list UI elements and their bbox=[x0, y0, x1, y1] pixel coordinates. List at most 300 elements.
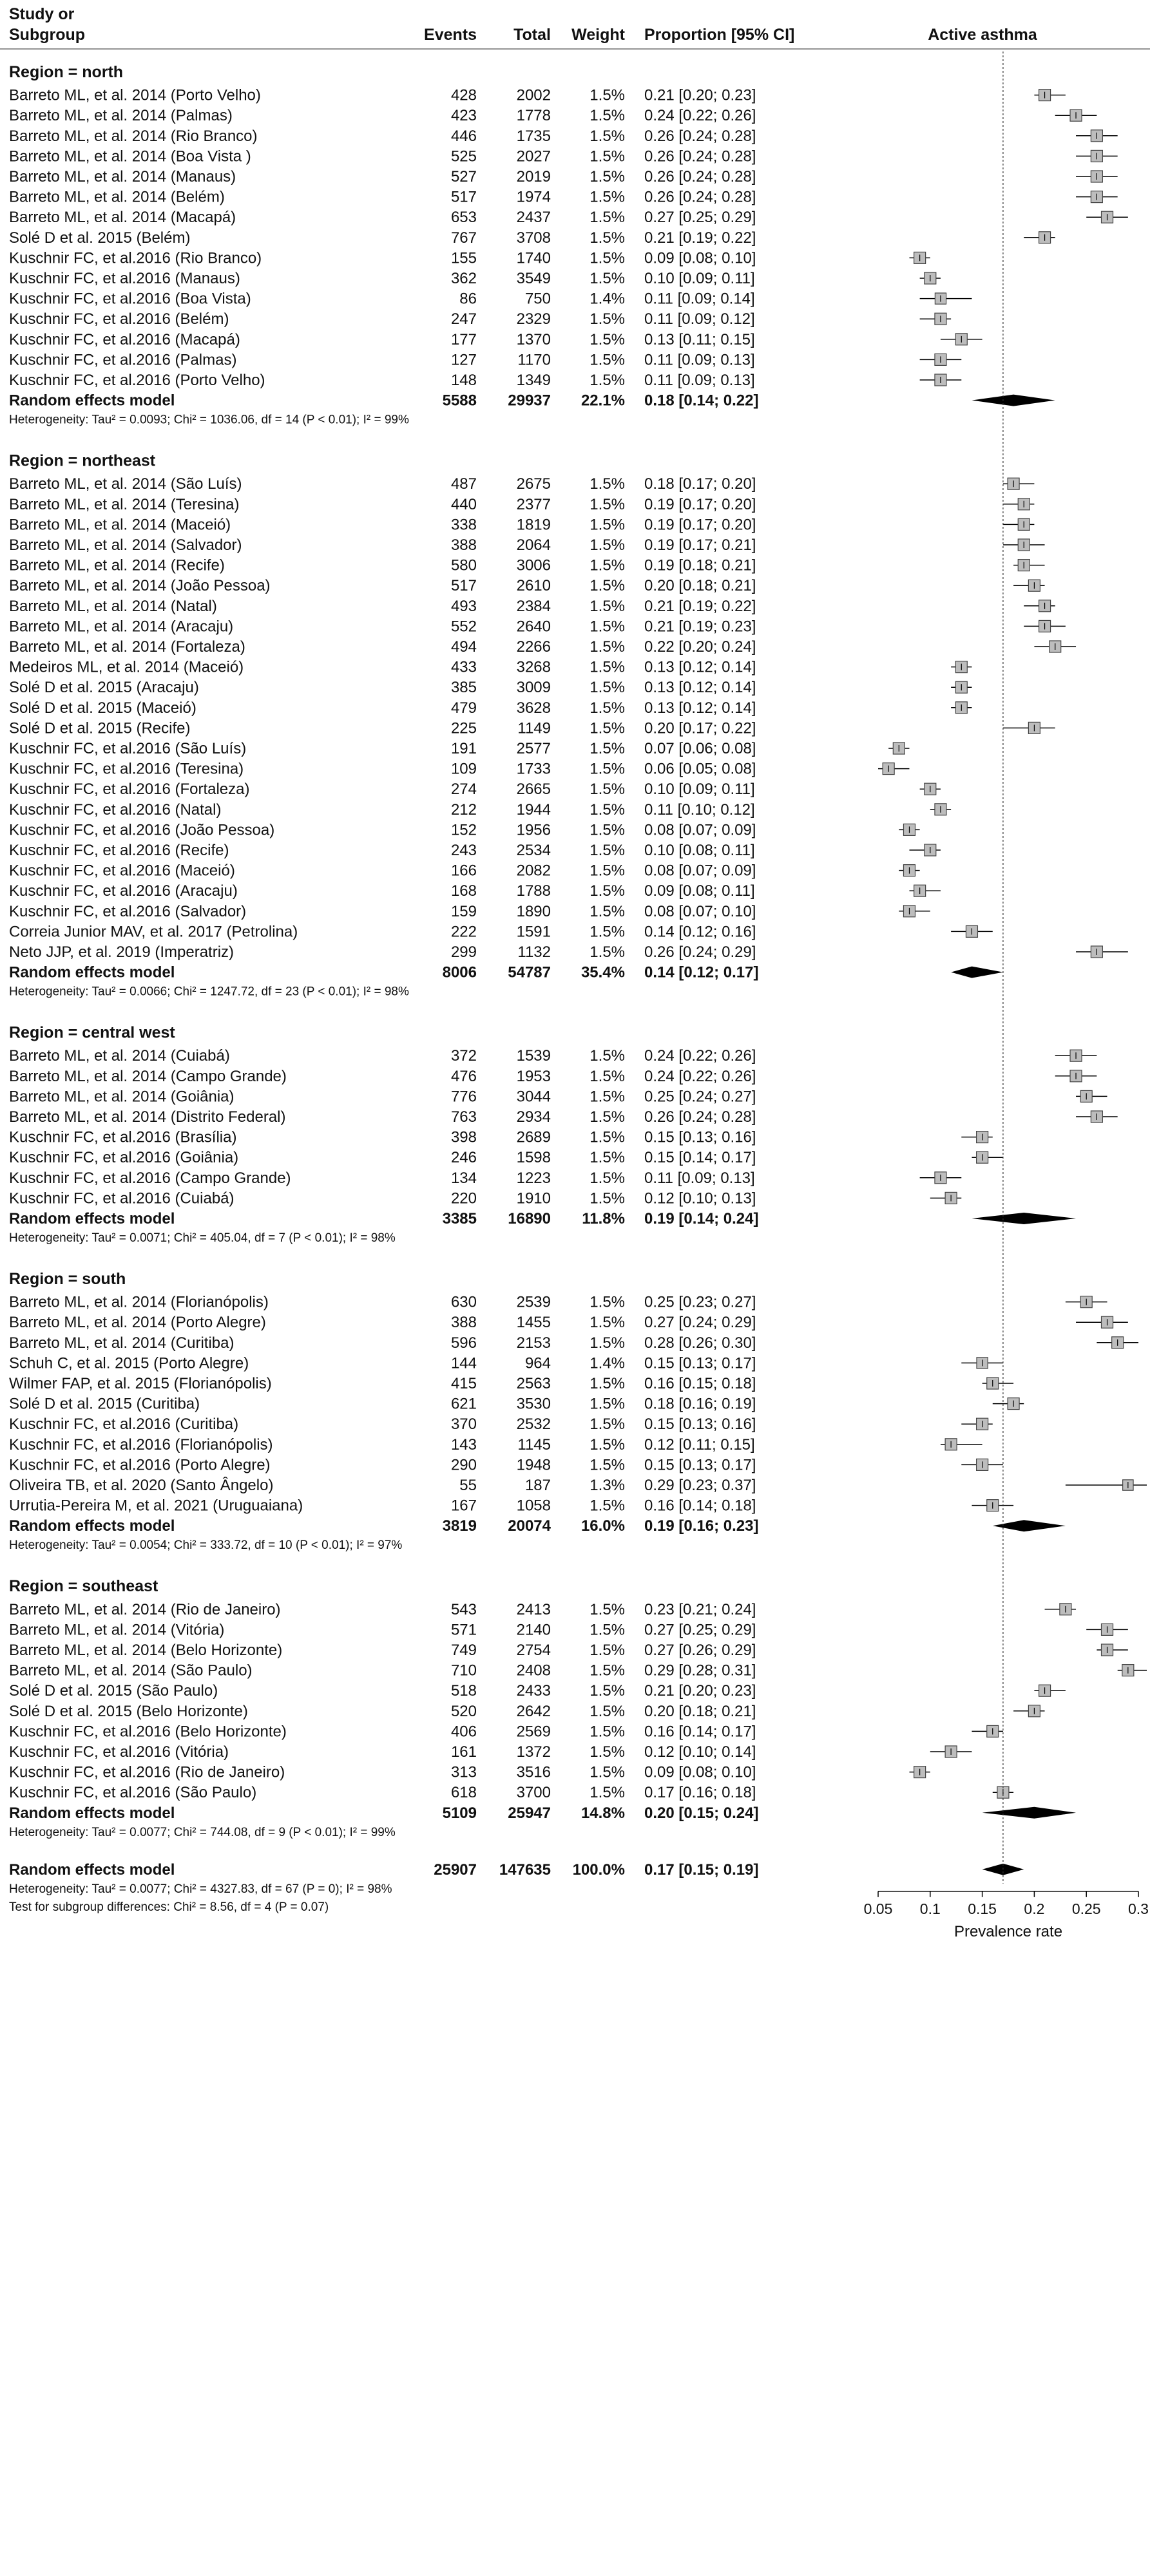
pooled-label: Random effects model bbox=[9, 1804, 175, 1822]
events-value: 494 bbox=[450, 638, 477, 656]
study-name: Barreto ML, et al. 2014 (Florianópolis) bbox=[9, 1293, 269, 1311]
study-name: Barreto ML, et al. 2014 (São Paulo) bbox=[9, 1662, 253, 1680]
proportion-ci-value: 0.27 [0.26; 0.29] bbox=[644, 1642, 756, 1659]
total-value: 1370 bbox=[516, 330, 551, 348]
proportion-ci-value: 0.16 [0.15; 0.18] bbox=[644, 1375, 756, 1392]
events-value: 290 bbox=[450, 1456, 477, 1474]
weight-value: 1.5% bbox=[589, 760, 625, 778]
proportion-ci-value: 0.08 [0.07; 0.09] bbox=[644, 862, 756, 880]
events-value: 225 bbox=[450, 719, 477, 737]
events-value: 167 bbox=[450, 1497, 477, 1515]
study-name: Barreto ML, et al. 2014 (João Pessoa) bbox=[9, 577, 271, 595]
study-name: Kuschnir FC, et al.2016 (Palmas) bbox=[9, 351, 237, 369]
weight-value: 1.5% bbox=[589, 658, 625, 676]
events-value: 168 bbox=[450, 882, 477, 900]
study-name: Barreto ML, et al. 2014 (Maceió) bbox=[9, 516, 231, 534]
events-value: 428 bbox=[450, 86, 477, 104]
events-value: 155 bbox=[450, 249, 477, 267]
proportion-ci-value: 0.15 [0.13; 0.17] bbox=[644, 1354, 756, 1372]
weight-value: 1.5% bbox=[589, 1763, 625, 1781]
proportion-ci-value: 0.23 [0.21; 0.24] bbox=[644, 1600, 756, 1618]
proportion-ci-value: 0.11 [0.09; 0.13] bbox=[644, 372, 755, 389]
subgroup-pooled-diamond bbox=[972, 1213, 1076, 1224]
weight-value: 1.5% bbox=[589, 310, 625, 328]
study-name: Barreto ML, et al. 2014 (Cuiabá) bbox=[9, 1047, 230, 1065]
proportion-ci-value: 0.08 [0.07; 0.09] bbox=[644, 821, 756, 839]
table-header bbox=[9, 5, 1038, 44]
events-value: 143 bbox=[450, 1435, 477, 1454]
weight-value: 1.5% bbox=[589, 740, 625, 757]
weight-value: 14.8% bbox=[580, 1804, 625, 1822]
study-name: Oliveira TB, et al. 2020 (Santo Ângelo) bbox=[9, 1477, 274, 1494]
total-value: 2408 bbox=[516, 1662, 551, 1680]
study-name: Schuh C, et al. 2015 (Porto Alegre) bbox=[9, 1354, 249, 1372]
proportion-ci-value: 0.21 [0.19; 0.23] bbox=[644, 618, 756, 636]
events-value: 710 bbox=[450, 1662, 477, 1680]
events-value: 776 bbox=[450, 1088, 477, 1106]
study-name: Barreto ML, et al. 2014 (Manaus) bbox=[9, 168, 236, 185]
events-value: 552 bbox=[450, 618, 477, 636]
study-name: Neto JJP, et al. 2019 (Imperatriz) bbox=[9, 943, 235, 961]
events-value: 433 bbox=[450, 658, 477, 676]
total-value: 1778 bbox=[516, 107, 551, 125]
events-value: 86 bbox=[459, 290, 477, 308]
total-value: 1223 bbox=[516, 1169, 551, 1187]
weight-value: 100.0% bbox=[572, 1861, 625, 1879]
total-value: 3700 bbox=[516, 1784, 551, 1802]
events-value: 518 bbox=[450, 1682, 477, 1700]
header-study-line1: Study or bbox=[9, 5, 75, 23]
study-name: Medeiros ML, et al. 2014 (Maceió) bbox=[9, 658, 244, 676]
study-name: Solé D et al. 2015 (Recife) bbox=[9, 719, 191, 737]
study-name: Barreto ML, et al. 2014 (Belo Horizonte) bbox=[9, 1642, 283, 1659]
study-name: Barreto ML, et al. 2014 (Fortaleza) bbox=[9, 638, 245, 656]
weight-value: 1.5% bbox=[589, 699, 625, 717]
proportion-ci-value: 0.26 [0.24; 0.28] bbox=[644, 1108, 756, 1126]
proportion-ci-value: 0.11 [0.10; 0.12] bbox=[644, 800, 755, 819]
total-value: 3530 bbox=[516, 1395, 551, 1413]
total-value: 1132 bbox=[517, 943, 551, 961]
subgroup-pooled-diamond bbox=[972, 395, 1055, 406]
weight-value: 1.5% bbox=[589, 536, 625, 554]
total-value: 2532 bbox=[516, 1416, 551, 1434]
proportion-ci-value: 0.12 [0.11; 0.15] bbox=[644, 1435, 755, 1454]
weight-value: 1.5% bbox=[589, 1067, 625, 1085]
total-value: 3009 bbox=[516, 679, 551, 697]
total-value: 1149 bbox=[517, 719, 551, 737]
weight-value: 1.5% bbox=[589, 516, 625, 534]
total-value: 16890 bbox=[508, 1210, 551, 1227]
proportion-ci-value: 0.11 [0.09; 0.13] bbox=[644, 1169, 755, 1187]
proportion-ci-value: 0.20 [0.18; 0.21] bbox=[644, 577, 756, 595]
header-weight: Weight bbox=[571, 26, 625, 44]
study-name: Barreto ML, et al. 2014 (Teresina) bbox=[9, 495, 240, 513]
events-value: 493 bbox=[450, 597, 477, 615]
events-value: 527 bbox=[450, 168, 477, 185]
total-value: 2577 bbox=[516, 740, 551, 757]
weight-value: 1.4% bbox=[589, 290, 625, 308]
study-name: Barreto ML, et al. 2014 (Palmas) bbox=[9, 107, 233, 125]
proportion-ci-value: 0.24 [0.22; 0.26] bbox=[644, 107, 756, 125]
study-name: Kuschnir FC, et al.2016 (São Paulo) bbox=[9, 1784, 257, 1802]
total-value: 187 bbox=[524, 1477, 551, 1494]
proportion-ci-value: 0.24 [0.22; 0.26] bbox=[644, 1047, 756, 1065]
weight-value: 11.8% bbox=[582, 1210, 625, 1227]
study-name: Barreto ML, et al. 2014 (Natal) bbox=[9, 597, 217, 615]
proportion-ci-value: 0.19 [0.14; 0.24] bbox=[644, 1210, 759, 1227]
weight-value: 1.5% bbox=[589, 1088, 625, 1106]
study-name: Kuschnir FC, et al.2016 (Curitiba) bbox=[9, 1416, 239, 1434]
weight-value: 1.5% bbox=[589, 270, 625, 287]
total-value: 1058 bbox=[516, 1497, 551, 1515]
proportion-ci-value: 0.29 [0.28; 0.31] bbox=[644, 1662, 756, 1680]
proportion-ci-value: 0.17 [0.15; 0.19] bbox=[644, 1861, 759, 1879]
subgroup-pooled-diamond bbox=[993, 1520, 1066, 1531]
total-value: 964 bbox=[524, 1354, 551, 1372]
events-value: 3385 bbox=[442, 1210, 477, 1227]
total-value: 54787 bbox=[508, 963, 551, 981]
proportion-ci-value: 0.13 [0.11; 0.15] bbox=[644, 330, 755, 348]
events-value: 618 bbox=[450, 1784, 477, 1802]
study-name: Urrutia-Pereira M, et al. 2021 (Uruguaiana) bbox=[9, 1497, 303, 1515]
total-value: 1145 bbox=[517, 1435, 551, 1454]
weight-value: 35.4% bbox=[580, 963, 625, 981]
total-value: 2534 bbox=[516, 842, 551, 859]
events-value: 222 bbox=[450, 923, 477, 941]
total-value: 2266 bbox=[516, 638, 551, 656]
total-value: 2934 bbox=[516, 1108, 551, 1126]
study-name: Solé D et al. 2015 (Curitiba) bbox=[9, 1395, 200, 1413]
weight-value: 1.5% bbox=[589, 1128, 625, 1146]
total-value: 2610 bbox=[516, 577, 551, 595]
weight-value: 1.5% bbox=[589, 1047, 625, 1065]
proportion-ci-value: 0.15 [0.13; 0.16] bbox=[644, 1128, 756, 1146]
subgroup-label: Region = central west bbox=[9, 1023, 175, 1042]
total-value: 2665 bbox=[516, 781, 551, 799]
total-value: 1956 bbox=[516, 821, 551, 839]
weight-value: 1.5% bbox=[589, 1662, 625, 1680]
study-name: Kuschnir FC, et al.2016 (Campo Grande) bbox=[9, 1169, 291, 1187]
total-value: 1735 bbox=[516, 127, 551, 145]
total-value: 1598 bbox=[516, 1149, 551, 1167]
subgroup-pooled-diamond bbox=[951, 967, 1003, 978]
total-value: 2640 bbox=[516, 618, 551, 636]
weight-value: 1.5% bbox=[589, 1642, 625, 1659]
total-value: 2675 bbox=[516, 475, 551, 493]
events-value: 398 bbox=[450, 1128, 477, 1146]
weight-value: 1.5% bbox=[589, 1435, 625, 1454]
study-name: Kuschnir FC, et al.2016 (Florianópolis) bbox=[9, 1435, 273, 1454]
total-value: 1733 bbox=[516, 760, 551, 778]
weight-value: 1.5% bbox=[589, 679, 625, 697]
total-value: 147635 bbox=[499, 1861, 551, 1879]
x-tick-label: 0.15 bbox=[968, 1900, 997, 1917]
proportion-ci-value: 0.15 [0.14; 0.17] bbox=[644, 1149, 756, 1167]
pooled-label: Random effects model bbox=[9, 963, 175, 981]
proportion-ci-value: 0.29 [0.23; 0.37] bbox=[644, 1477, 756, 1494]
total-value: 3628 bbox=[516, 699, 551, 717]
weight-value: 1.5% bbox=[589, 638, 625, 656]
proportion-ci-value: 0.28 [0.26; 0.30] bbox=[644, 1334, 756, 1352]
proportion-ci-value: 0.19 [0.17; 0.21] bbox=[644, 536, 756, 554]
events-value: 177 bbox=[450, 330, 477, 348]
x-tick-label: 0.3 bbox=[1128, 1900, 1149, 1917]
events-value: 406 bbox=[450, 1723, 477, 1741]
study-name: Barreto ML, et al. 2014 (Aracaju) bbox=[9, 618, 234, 636]
proportion-ci-value: 0.26 [0.24; 0.28] bbox=[644, 147, 756, 166]
weight-value: 1.5% bbox=[589, 330, 625, 348]
total-value: 2377 bbox=[516, 495, 551, 513]
study-name: Solé D et al. 2015 (São Paulo) bbox=[9, 1682, 218, 1700]
total-value: 20074 bbox=[508, 1517, 551, 1535]
weight-value: 1.5% bbox=[589, 1149, 625, 1167]
header-study-line2: Subgroup bbox=[9, 26, 86, 44]
proportion-ci-value: 0.06 [0.05; 0.08] bbox=[644, 760, 756, 778]
events-value: 517 bbox=[450, 577, 477, 595]
study-name: Kuschnir FC, et al.2016 (Manaus) bbox=[9, 270, 240, 287]
events-value: 388 bbox=[450, 536, 477, 554]
events-value: 152 bbox=[450, 821, 477, 839]
events-value: 423 bbox=[450, 107, 477, 125]
events-value: 621 bbox=[450, 1395, 477, 1413]
proportion-ci-value: 0.18 [0.17; 0.20] bbox=[644, 475, 756, 493]
plot-layer bbox=[878, 52, 1147, 1884]
weight-value: 1.5% bbox=[589, 1723, 625, 1741]
total-value: 1349 bbox=[516, 372, 551, 389]
study-name: Kuschnir FC, et al.2016 (Fortaleza) bbox=[9, 781, 250, 799]
total-value: 25947 bbox=[508, 1804, 551, 1822]
events-value: 299 bbox=[450, 943, 477, 961]
proportion-ci-value: 0.26 [0.24; 0.29] bbox=[644, 943, 756, 961]
table-rows bbox=[9, 63, 758, 1914]
weight-value: 1.5% bbox=[589, 1293, 625, 1311]
proportion-ci-value: 0.26 [0.24; 0.28] bbox=[644, 127, 756, 145]
study-name: Kuschnir FC, et al.2016 (Salvador) bbox=[9, 902, 247, 920]
x-tick-label: 0.2 bbox=[1024, 1900, 1045, 1917]
heterogeneity-text: Heterogeneity: Tau² = 0.0054; Chi² = 333.72, df = 10 (P < 0.01); I² = 97% bbox=[9, 1539, 403, 1553]
events-value: 8006 bbox=[442, 963, 477, 981]
total-value: 3006 bbox=[516, 556, 551, 574]
events-value: 313 bbox=[450, 1763, 477, 1781]
proportion-ci-value: 0.21 [0.20; 0.23] bbox=[644, 1682, 756, 1700]
events-value: 571 bbox=[450, 1621, 477, 1639]
study-name: Kuschnir FC, et al.2016 (Porto Alegre) bbox=[9, 1456, 271, 1474]
events-value: 370 bbox=[450, 1416, 477, 1434]
study-name: Kuschnir FC, et al.2016 (Cuiabá) bbox=[9, 1189, 235, 1208]
study-name: Kuschnir FC, et al.2016 (Rio de Janeiro) bbox=[9, 1763, 285, 1781]
proportion-ci-value: 0.26 [0.24; 0.28] bbox=[644, 188, 756, 206]
events-value: 5588 bbox=[442, 392, 477, 410]
weight-value: 1.5% bbox=[589, 1314, 625, 1332]
weight-value: 1.5% bbox=[589, 1375, 625, 1392]
pooled-label: Random effects model bbox=[9, 1517, 175, 1535]
study-name: Solé D et al. 2015 (Belo Horizonte) bbox=[9, 1702, 248, 1720]
study-name: Barreto ML, et al. 2014 (Porto Velho) bbox=[9, 86, 261, 104]
proportion-ci-value: 0.21 [0.19; 0.22] bbox=[644, 597, 756, 615]
total-value: 2569 bbox=[516, 1723, 551, 1741]
header-total: Total bbox=[513, 26, 551, 44]
proportion-ci-value: 0.18 [0.14; 0.22] bbox=[644, 392, 759, 410]
events-value: 134 bbox=[450, 1169, 477, 1187]
weight-value: 1.5% bbox=[589, 127, 625, 145]
total-value: 1890 bbox=[516, 902, 551, 920]
x-tick-label: 0.1 bbox=[919, 1900, 941, 1917]
proportion-ci-value: 0.25 [0.23; 0.27] bbox=[644, 1293, 756, 1311]
study-name: Kuschnir FC, et al.2016 (Goiânia) bbox=[9, 1149, 239, 1167]
total-value: 2140 bbox=[516, 1621, 551, 1639]
study-name: Barreto ML, et al. 2014 (Rio Branco) bbox=[9, 127, 258, 145]
proportion-ci-value: 0.14 [0.12; 0.16] bbox=[644, 923, 756, 941]
study-name: Kuschnir FC, et al.2016 (Brasília) bbox=[9, 1128, 237, 1146]
header-proportion: Proportion [95% CI] bbox=[644, 26, 795, 44]
heterogeneity-text: Heterogeneity: Tau² = 0.0066; Chi² = 1247.72, df = 23 (P < 0.01); I² = 98% bbox=[9, 985, 409, 999]
overall-pooled-label: Random effects model bbox=[9, 1861, 175, 1879]
total-value: 2019 bbox=[516, 168, 551, 185]
events-value: 767 bbox=[450, 229, 477, 247]
study-name: Solé D et al. 2015 (Belém) bbox=[9, 229, 191, 247]
events-value: 476 bbox=[450, 1067, 477, 1085]
weight-value: 1.5% bbox=[589, 842, 625, 859]
proportion-ci-value: 0.14 [0.12; 0.17] bbox=[644, 963, 759, 981]
weight-value: 1.5% bbox=[589, 882, 625, 900]
weight-value: 1.5% bbox=[589, 923, 625, 941]
weight-value: 1.5% bbox=[589, 249, 625, 267]
proportion-ci-value: 0.09 [0.08; 0.10] bbox=[644, 1763, 756, 1781]
proportion-ci-value: 0.27 [0.25; 0.29] bbox=[644, 1621, 756, 1639]
weight-value: 1.5% bbox=[589, 862, 625, 880]
events-value: 653 bbox=[450, 209, 477, 227]
weight-value: 1.5% bbox=[589, 1497, 625, 1515]
weight-value: 1.4% bbox=[589, 1354, 625, 1372]
weight-value: 1.5% bbox=[589, 781, 625, 799]
events-value: 479 bbox=[450, 699, 477, 717]
weight-value: 1.5% bbox=[589, 147, 625, 166]
events-value: 166 bbox=[450, 862, 477, 880]
weight-value: 1.5% bbox=[589, 1108, 625, 1126]
events-value: 446 bbox=[450, 127, 477, 145]
total-value: 2642 bbox=[516, 1702, 551, 1720]
weight-value: 1.5% bbox=[589, 1189, 625, 1208]
study-name: Kuschnir FC, et al.2016 (Porto Velho) bbox=[9, 372, 265, 389]
proportion-ci-value: 0.13 [0.12; 0.14] bbox=[644, 679, 756, 697]
proportion-ci-value: 0.11 [0.09; 0.13] bbox=[644, 351, 755, 369]
subgroup-label: Region = north bbox=[9, 63, 124, 81]
events-value: 220 bbox=[450, 1189, 477, 1208]
weight-value: 1.5% bbox=[589, 107, 625, 125]
proportion-ci-value: 0.09 [0.08; 0.10] bbox=[644, 249, 756, 267]
weight-value: 1.5% bbox=[589, 209, 625, 227]
weight-value: 1.5% bbox=[589, 618, 625, 636]
events-value: 246 bbox=[450, 1149, 477, 1167]
events-value: 525 bbox=[450, 147, 477, 166]
proportion-ci-value: 0.19 [0.17; 0.20] bbox=[644, 516, 756, 534]
subgroup-label: Region = southeast bbox=[9, 1577, 158, 1596]
study-name: Kuschnir FC, et al.2016 (Vitória) bbox=[9, 1743, 229, 1761]
study-name: Kuschnir FC, et al.2016 (São Luís) bbox=[9, 740, 247, 757]
weight-value: 1.5% bbox=[589, 229, 625, 247]
total-value: 2329 bbox=[516, 310, 551, 328]
study-name: Kuschnir FC, et al.2016 (Teresina) bbox=[9, 760, 244, 778]
events-value: 25907 bbox=[434, 1861, 477, 1879]
events-value: 159 bbox=[450, 902, 477, 920]
total-value: 2002 bbox=[516, 86, 551, 104]
total-value: 3549 bbox=[516, 270, 551, 287]
total-value: 1372 bbox=[516, 1743, 551, 1761]
events-value: 415 bbox=[450, 1375, 477, 1392]
events-value: 191 bbox=[450, 740, 477, 757]
study-name: Barreto ML, et al. 2014 (Macapá) bbox=[9, 209, 236, 227]
events-value: 388 bbox=[450, 1314, 477, 1332]
events-value: 372 bbox=[450, 1047, 477, 1065]
subgroup-test-text: Test for subgroup differences: Chi² = 8.56, df = 4 (P = 0.07) bbox=[9, 1900, 329, 1914]
proportion-ci-value: 0.12 [0.10; 0.13] bbox=[644, 1189, 756, 1208]
proportion-ci-value: 0.07 [0.06; 0.08] bbox=[644, 740, 756, 757]
x-tick-label: 0.05 bbox=[863, 1900, 893, 1917]
weight-value: 1.5% bbox=[589, 597, 625, 615]
events-value: 3819 bbox=[442, 1517, 477, 1535]
study-name: Kuschnir FC, et al.2016 (Rio Branco) bbox=[9, 249, 262, 267]
weight-value: 1.5% bbox=[589, 719, 625, 737]
weight-value: 1.5% bbox=[589, 372, 625, 389]
total-value: 1455 bbox=[516, 1314, 551, 1332]
proportion-ci-value: 0.12 [0.10; 0.14] bbox=[644, 1743, 756, 1761]
total-value: 3708 bbox=[516, 229, 551, 247]
weight-value: 1.5% bbox=[589, 168, 625, 185]
proportion-ci-value: 0.08 [0.07; 0.10] bbox=[644, 902, 756, 920]
events-value: 517 bbox=[450, 188, 477, 206]
study-name: Kuschnir FC, et al.2016 (Boa Vista) bbox=[9, 290, 251, 308]
study-name: Barreto ML, et al. 2014 (Vitória) bbox=[9, 1621, 225, 1639]
proportion-ci-value: 0.24 [0.22; 0.26] bbox=[644, 1067, 756, 1085]
study-name: Barreto ML, et al. 2014 (Rio de Janeiro) bbox=[9, 1600, 281, 1618]
proportion-ci-value: 0.19 [0.17; 0.20] bbox=[644, 495, 756, 513]
events-value: 749 bbox=[450, 1642, 477, 1659]
proportion-ci-value: 0.15 [0.13; 0.17] bbox=[644, 1456, 756, 1474]
total-value: 2064 bbox=[516, 536, 551, 554]
events-value: 630 bbox=[450, 1293, 477, 1311]
proportion-ci-value: 0.16 [0.14; 0.17] bbox=[644, 1723, 756, 1741]
study-name: Kuschnir FC, et al.2016 (Aracaju) bbox=[9, 882, 238, 900]
total-value: 1948 bbox=[516, 1456, 551, 1474]
events-value: 763 bbox=[450, 1108, 477, 1126]
events-value: 127 bbox=[450, 351, 477, 369]
proportion-ci-value: 0.13 [0.12; 0.14] bbox=[644, 658, 756, 676]
total-value: 1944 bbox=[516, 800, 551, 819]
proportion-ci-value: 0.22 [0.20; 0.24] bbox=[644, 638, 756, 656]
x-axis-label: Prevalence rate bbox=[954, 1922, 1063, 1940]
study-name: Barreto ML, et al. 2014 (Recife) bbox=[9, 556, 225, 574]
events-value: 212 bbox=[450, 800, 477, 819]
heterogeneity-text: Heterogeneity: Tau² = 0.0077; Chi² = 744.08, df = 9 (P < 0.01); I² = 99% bbox=[9, 1825, 396, 1839]
proportion-ci-value: 0.09 [0.08; 0.11] bbox=[644, 882, 755, 900]
weight-value: 1.5% bbox=[589, 188, 625, 206]
events-value: 580 bbox=[450, 556, 477, 574]
events-value: 247 bbox=[450, 310, 477, 328]
total-value: 1974 bbox=[516, 188, 551, 206]
study-name: Barreto ML, et al. 2014 (São Luís) bbox=[9, 475, 242, 493]
weight-value: 1.5% bbox=[589, 1784, 625, 1802]
total-value: 2433 bbox=[516, 1682, 551, 1700]
proportion-ci-value: 0.26 [0.24; 0.28] bbox=[644, 168, 756, 185]
weight-value: 1.5% bbox=[589, 577, 625, 595]
weight-value: 1.5% bbox=[589, 821, 625, 839]
study-name: Solé D et al. 2015 (Maceió) bbox=[9, 699, 196, 717]
total-value: 3516 bbox=[516, 1763, 551, 1781]
total-value: 2384 bbox=[516, 597, 551, 615]
weight-value: 1.5% bbox=[589, 86, 625, 104]
events-value: 596 bbox=[450, 1334, 477, 1352]
study-name: Correia Junior MAV, et al. 2017 (Petrolina) bbox=[9, 923, 298, 941]
